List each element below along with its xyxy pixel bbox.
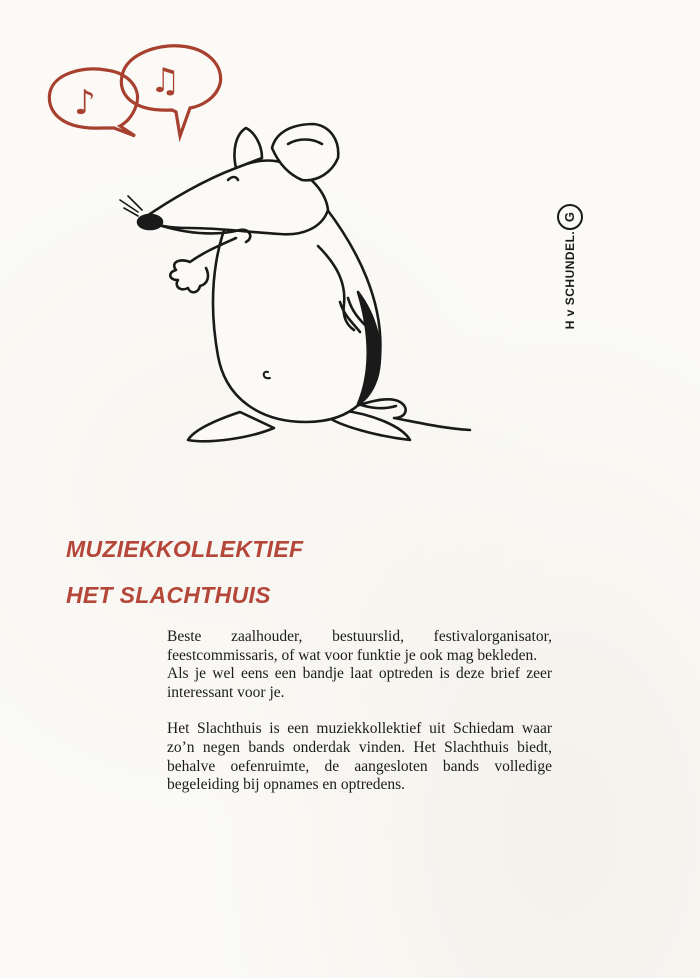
title-line-2: HET SLACHTHUIS xyxy=(66,582,271,608)
artist-name: H v SCHUNDEL. xyxy=(563,230,577,330)
title-line-1: MUZIEKKOLLEKTIEF xyxy=(66,536,304,562)
mouse-illustration xyxy=(40,40,520,460)
paragraph-gap xyxy=(167,702,552,720)
music-note-icon: ♪ xyxy=(74,83,96,123)
letter-body xyxy=(167,628,552,795)
mouse-figure xyxy=(120,124,470,441)
paragraph-intro: Als je wel eens een bandje laat optreden is deze brief zeer interessant voor je. xyxy=(167,665,552,701)
paragraph-greeting: Beste zaalhouder, bestuurslid, festivalorganisator, feestcommissaris, of wat voor funktie je ook mag bekleden. xyxy=(167,628,552,664)
paragraph-about: Het Slachthuis is een muziekkollektief uit Schiedam waar zo’n negen bands onderdak vinden. Het Slachthuis biedt, behalve oefenruimte, de aangesloten bands volledige begeleiding bij opnames en optredens. xyxy=(167,720,552,794)
artist-signature xyxy=(548,180,588,380)
double-music-note-icon: ♫ xyxy=(150,61,181,101)
copyright-mark: G xyxy=(557,204,583,230)
